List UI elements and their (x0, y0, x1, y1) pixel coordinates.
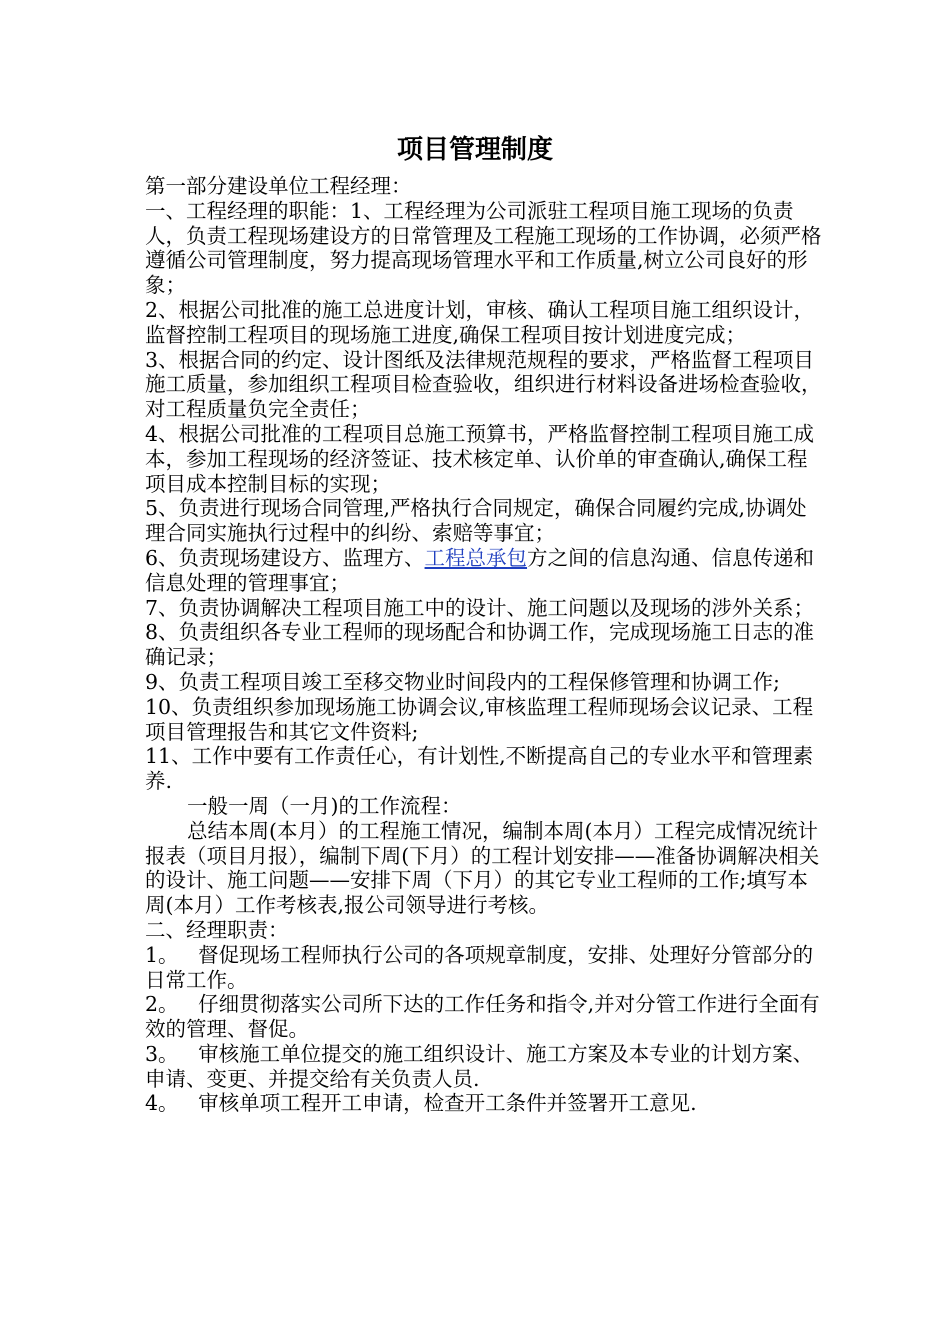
paragraph-11: 11、工作中要有工作责任心，有计划性,不断提高自己的专业水平和管理素养. (145, 744, 814, 794)
duty-item-1: 1。 督促现场工程师执行公司的各项规章制度，安排、处理好分管部分的日常工作。 (145, 942, 814, 992)
paragraph-2: 2、根据公司批准的施工总进度计划，审核、确认工程项目施工组织设计，监督控制工程项目的现场施工进度,确保工程项目按计划进度完成； (145, 297, 815, 347)
paragraph-1: 一、工程经理的职能：1、工程经理为公司派驻工程项目施工现场的负责人，负责工程现场建设方的日常管理及工程施工现场的工作协调，必须严格遵循公司管理制度，努力提高现场管理水平和工作质量,树立公司良好的形象； (145, 198, 822, 298)
duty-item-3: 3。 审核施工单位提交的施工组织设计、施工方案及本专业的计划方案、申请、变更、并提交给有关负责人员. (145, 1041, 814, 1091)
paragraph-3: 3、根据合同的约定、设计图纸及法律规范规程的要求，严格监督工程项目施工质量，参加组织工程项目检查验收，组织进行材料设备进场检查验收，对工程质量负完全责任； (145, 347, 822, 422)
paragraph-6-before: 6、负责现场建设方、监理方、 (145, 545, 425, 570)
duty-item-4: 4。 审核单项工程开工申请，检查开工条件并签署开工意见. (145, 1091, 697, 1116)
workflow-text: 总结本周(本月）的工程施工情况，编制本周(本月）工程完成情况统计报表（项目月报），编制下周(下月）的工程计划安排——准备协调解决相关的设计、施工问题——安排下周（下月）的其它专业工程师的工作;填写本周(本月）工作考核表,报公司领导进行考核。 (145, 818, 820, 918)
paragraph-6-after: 方之间的信息沟通、信息传递和信息处理的管理事宜； (145, 545, 815, 595)
part1-heading: 第一部分建设单位工程经理： (145, 174, 412, 198)
paragraph-6 (145, 546, 825, 596)
part2-heading: 二、经理职责： (145, 917, 289, 942)
paragraph-9: 9、负责工程项目竣工至移交物业时间段内的工程保修管理和协调工作; (145, 669, 780, 694)
paragraph-10: 10、负责组织参加现场施工协调会议,审核监理工程师现场会议记录、工程项目管理报告和其它文件资料; (145, 694, 814, 744)
general-contractor-link[interactable]: 工程总承包 (424, 545, 528, 570)
duty-item-2: 2。 仔细贯彻落实公司所下达的工作任务和指令,并对分管工作进行全面有效的管理、督促。 (145, 992, 820, 1042)
paragraph-5: 5、负责进行现场合同管理,严格执行合同规定，确保合同履约完成,协调处理合同实施执行过程中的纠纷、索赔等事宜； (145, 496, 807, 546)
paragraph-7: 7、负责协调解决工程项目施工中的设计、施工问题以及现场的涉外关系； (145, 595, 815, 620)
paragraph-8: 8、负责组织各专业工程师的现场配合和协调工作，完成现场施工日志的准确记录； (145, 620, 815, 670)
document-body (145, 174, 825, 1116)
workflow-heading: 一般一周（一月)的工作流程： (187, 793, 462, 818)
paragraph-4: 4、根据公司批准的工程项目总施工预算书，严格监督控制工程项目施工成本，参加工程现场的经济签证、技术核定单、认价单的审查确认,确保工程项目成本控制目标的实现； (145, 421, 815, 496)
document-title: 项目管理制度 (396, 135, 553, 165)
